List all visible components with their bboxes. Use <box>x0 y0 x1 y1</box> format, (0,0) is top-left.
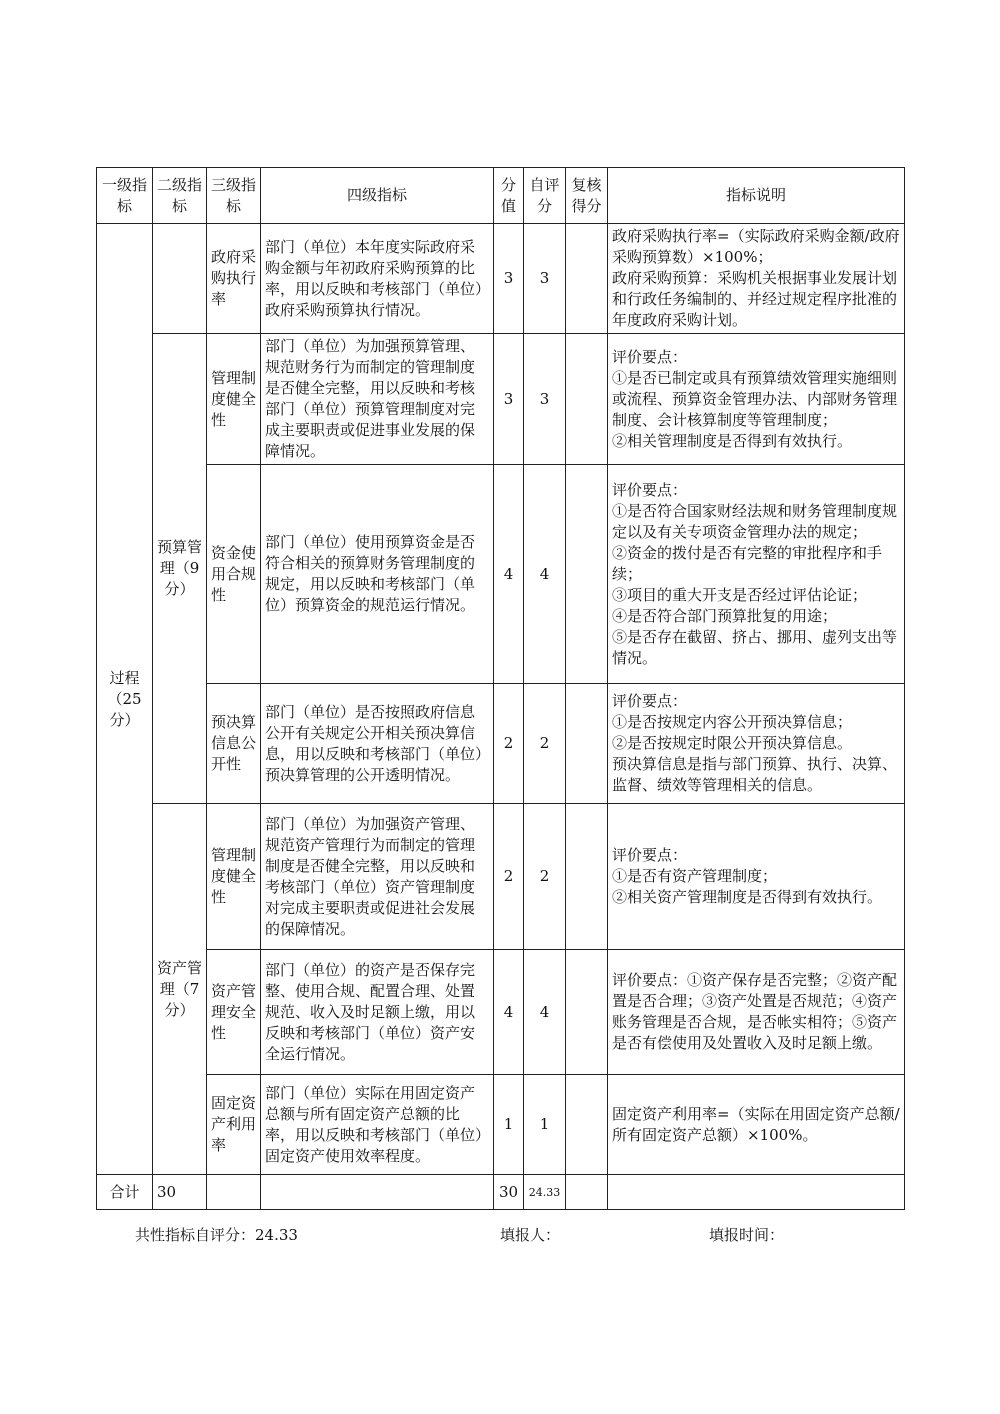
description-cell: 评价要点： ①是否符合国家财经法规和财务管理制度规定以及有关专项资金管理办法的规定； ②资金的拨付是否有完整的审批程序和手续； ③项目的重大开支是否经过评估论证； ④是否符合部门预算批复的用途； ⑤是否存在截留、挤占、挪用、虚列支出等情况。 <box>608 465 905 684</box>
score-cell: 2 <box>494 684 524 804</box>
table-row <box>97 334 905 465</box>
table-row <box>97 224 905 334</box>
description-cell: 固定资产利用率=（实际在用固定资产总额/所有固定资产总额）×100%。 <box>608 1075 905 1175</box>
level3-cell: 管理制度健全性 <box>207 804 261 950</box>
level3-cell: 预决算信息公开性 <box>207 684 261 804</box>
score-cell: 1 <box>494 1075 524 1175</box>
total-score-cell: 30 <box>494 1175 524 1210</box>
self-score-cell: 3 <box>524 334 566 465</box>
review-score-cell <box>566 950 608 1075</box>
footer-self-score: 共性指标自评分：24.33 <box>135 1226 298 1244</box>
header-level4: 四级指标 <box>261 168 494 224</box>
score-cell: 4 <box>494 950 524 1075</box>
self-score-cell: 4 <box>524 950 566 1075</box>
header-score: 分值 <box>494 168 524 224</box>
header-self-score: 自评分 <box>524 168 566 224</box>
total-self-score-cell: 24.33 <box>524 1175 566 1210</box>
self-score-cell: 4 <box>524 465 566 684</box>
level2-budget-cell: 预算管理（9分） <box>153 334 207 804</box>
level3-cell: 政府采购执行率 <box>207 224 261 334</box>
self-score-cell: 3 <box>524 224 566 334</box>
self-score-cell: 2 <box>524 804 566 950</box>
total-l3-cell <box>207 1175 261 1210</box>
level1-cell: 过程（25分） <box>97 224 153 1175</box>
level3-cell: 资金使用合规性 <box>207 465 261 684</box>
level3-cell: 资产管理安全性 <box>207 950 261 1075</box>
level4-cell: 部门（单位）实际在用固定资产总额与所有固定资产总额的比率，用以反映和考核部门（单位）固定资产使用效率程度。 <box>261 1075 494 1175</box>
header-description: 指标说明 <box>608 168 905 224</box>
table-row <box>97 1075 905 1175</box>
description-cell: 政府采购执行率=（实际政府采购金额/政府采购预算数）×100%； 政府采购预算：采购机关根据事业发展计划和行政任务编制的、并经过规定程序批准的年度政府采购计划。 <box>608 224 905 334</box>
footer-filler: 填报人： <box>500 1226 561 1244</box>
total-desc-cell <box>608 1175 905 1210</box>
table-row <box>97 804 905 950</box>
total-l4-cell <box>261 1175 494 1210</box>
table-row <box>97 950 905 1075</box>
level3-cell: 管理制度健全性 <box>207 334 261 465</box>
table-row <box>97 684 905 804</box>
level4-cell: 部门（单位）使用预算资金是否符合相关的预算财务管理制度的规定，用以反映和考核部门（单位）预算资金的规范运行情况。 <box>261 465 494 684</box>
header-level3: 三级指标 <box>207 168 261 224</box>
description-cell: 评价要点： ①是否有资产管理制度； ②相关资产管理制度是否得到有效执行。 <box>608 804 905 950</box>
header-level1: 一级指标 <box>97 168 153 224</box>
self-score-cell: 2 <box>524 684 566 804</box>
level4-cell: 部门（单位）本年度实际政府采购金额与年初政府采购预算的比率，用以反映和考核部门（单位）政府采购预算执行情况。 <box>261 224 494 334</box>
score-cell: 4 <box>494 465 524 684</box>
description-cell: 评价要点： ①是否按规定内容公开预决算信息； ②是否按规定时限公开预决算信息。 预决算信息是指与部门预算、执行、决算、监督、绩效等管理相关的信息。 <box>608 684 905 804</box>
total-row <box>97 1175 905 1210</box>
score-cell: 3 <box>494 334 524 465</box>
score-cell: 2 <box>494 804 524 950</box>
header-review-score: 复核得分 <box>566 168 608 224</box>
review-score-cell <box>566 224 608 334</box>
total-label-cell: 合计 <box>97 1175 153 1210</box>
level3-cell: 固定资产利用率 <box>207 1075 261 1175</box>
review-score-cell <box>566 465 608 684</box>
level2-asset-cell: 资产管理（7分） <box>153 804 207 1175</box>
review-score-cell <box>566 1075 608 1175</box>
level4-cell: 部门（单位）是否按照政府信息公开有关规定公开相关预决算信息，用以反映和考核部门（单位）预决算管理的公开透明情况。 <box>261 684 494 804</box>
description-cell: 评价要点：①资产保存是否完整；②资产配置是否合理；③资产处置是否规范；④资产账务管理是否合规，是否帐实相符；⑤资产是否有偿使用及处置收入及时足额上缴。 <box>608 950 905 1075</box>
description-cell: 评价要点： ①是否已制定或具有预算绩效管理实施细则或流程、预算资金管理办法、内部财务管理制度、会计核算制度等管理制度； ②相关管理制度是否得到有效执行。 <box>608 334 905 465</box>
footer-time: 填报时间： <box>709 1226 785 1244</box>
total-review-cell <box>566 1175 608 1210</box>
level2-cell <box>153 224 207 334</box>
level4-cell: 部门（单位）为加强资产管理、规范资产管理行为而制定的管理制度是否健全完整，用以反映和考核部门（单位）资产管理制度对完成主要职责或促进社会发展的保障情况。 <box>261 804 494 950</box>
table-row <box>97 465 905 684</box>
review-score-cell <box>566 684 608 804</box>
review-score-cell <box>566 334 608 465</box>
evaluation-table <box>96 167 905 1210</box>
review-score-cell <box>566 804 608 950</box>
total-l2-cell: 30 <box>153 1175 207 1210</box>
header-row <box>97 168 905 224</box>
header-level2: 二级指标 <box>153 168 207 224</box>
level4-cell: 部门（单位）为加强预算管理、规范财务行为而制定的管理制度是否健全完整，用以反映和考核部门（单位）预算管理制度对完成主要职责或促进事业发展的保障情况。 <box>261 334 494 465</box>
level4-cell: 部门（单位）的资产是否保存完整、使用合规、配置合理、处置规范、收入及时足额上缴，用以反映和考核部门（单位）资产安全运行情况。 <box>261 950 494 1075</box>
self-score-cell: 1 <box>524 1075 566 1175</box>
score-cell: 3 <box>494 224 524 334</box>
